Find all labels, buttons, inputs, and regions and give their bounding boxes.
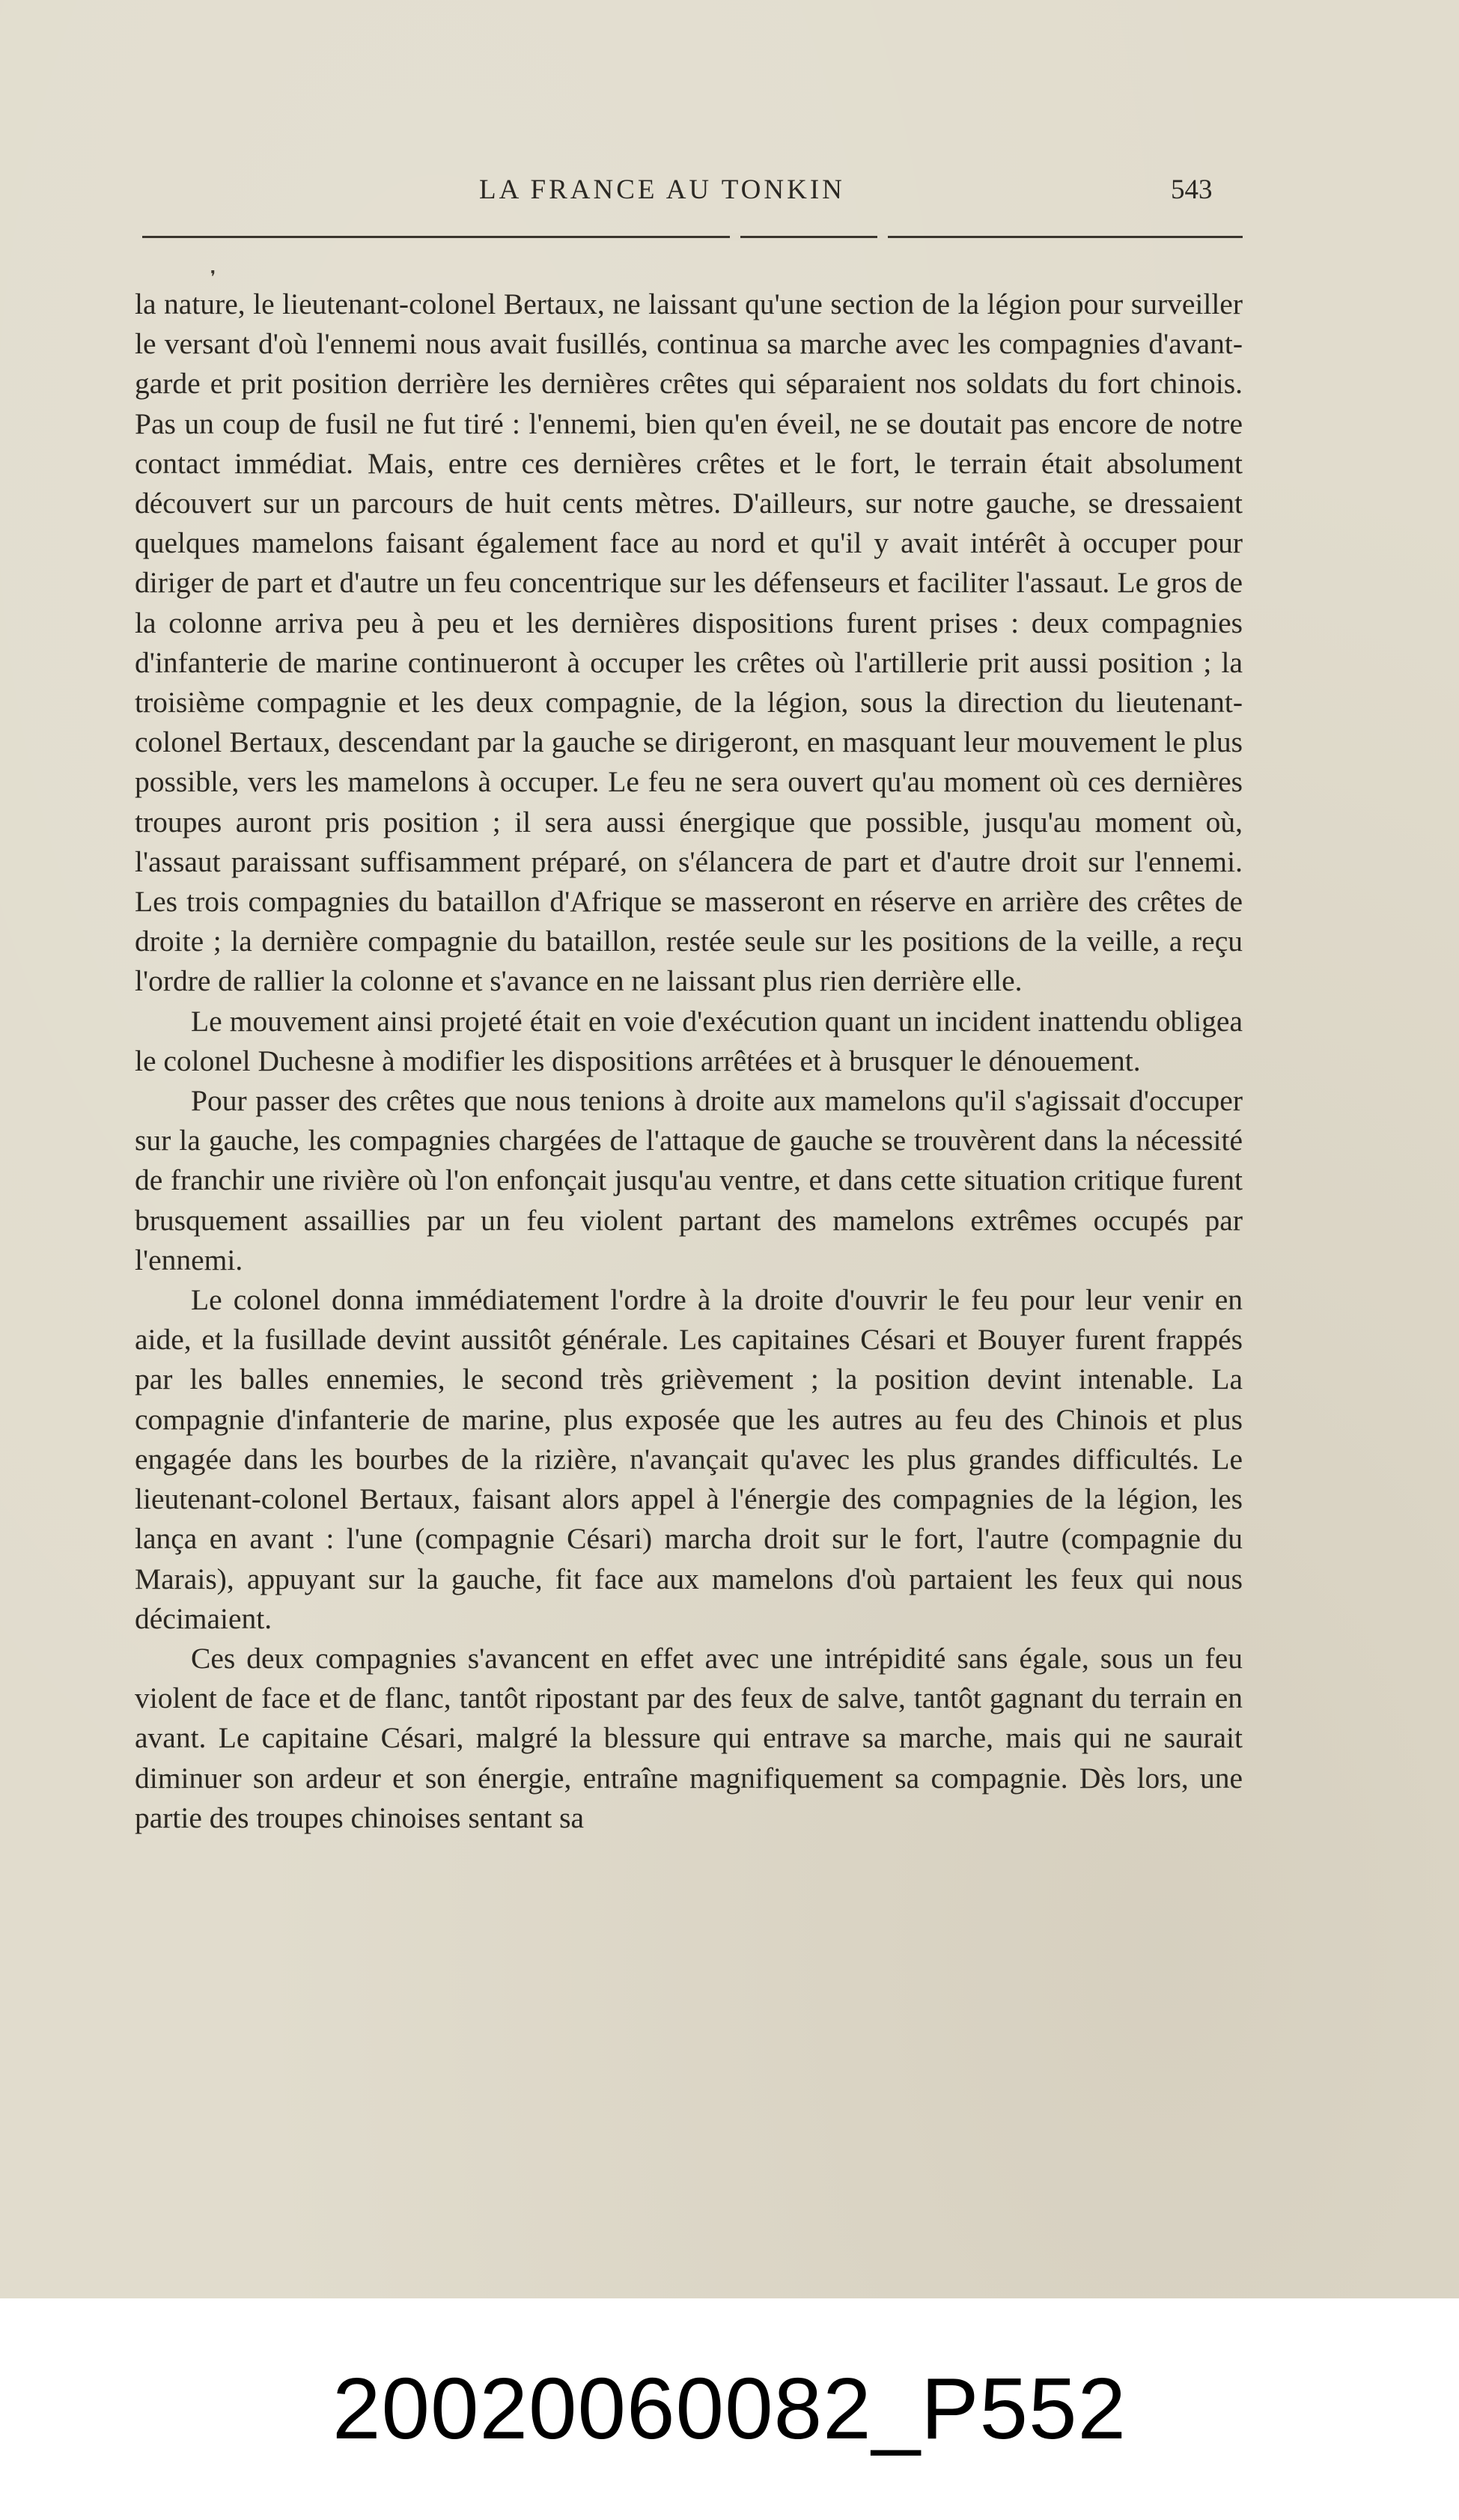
- header-rule: [142, 236, 1243, 238]
- page-number: 543: [1171, 174, 1213, 205]
- paragraph: la nature, le lieutenant-colonel Bertaux, ne laissant qu'une section de la légion pour surveiller le versant d'où l'ennemi nous avait fusillés, continua sa marche avec les compagnies d'avant-garde et prit position derrière les dernières crêtes qui séparaient nos soldats du fort chinois. Pas un coup de fusil ne fut tiré : l'ennemi, bien qu'en éveil, ne se doutait pas encore de notre contact immédiat. Mais, entre ces dernières crêtes et le fort, le terrain était absolument découvert sur un parcours de huit cents mètres. D'ailleurs, sur notre gauche, se dressaient quelques mamelons faisant également face au nord et qu'il y avait intérêt à occuper pour diriger de part et d'autre un feu concentrique sur les défenseurs et faciliter l'assaut. Le gros de la colonne arriva peu à peu et les dernières dispositions furent prises : deux compagnies d'infanterie de marine continueront à occuper les crêtes où l'artillerie prit aussi position ; la troisième compagnie et les deux compagnie, de la légion, sous la direction du lieutenant-colonel Bertaux, descendant par la gauche se dirigeront, en masquant leur mouvement le plus possible, vers les mamelons à occuper. Le feu ne sera ouvert qu'au moment où ces dernières troupes auront pris position ; il sera aussi énergique que possible, jusqu'au moment où, l'assaut paraissant suffisamment préparé, on s'élancera de part et d'autre droit sur l'ennemi. Les trois compagnies du bataillon d'Afrique se masseront en réserve en arrière des crêtes de droite ; la dernière compagnie du bataillon, restée seule sur les positions de la veille, a reçu l'ordre de rallier la colonne et s'avance en ne laissant plus rien derrière elle.: [135, 287, 1243, 998]
- running-title: LA FRANCE AU TONKIN: [479, 174, 845, 205]
- page-header: [0, 174, 1459, 219]
- paragraph: Le mouvement ainsi projeté était en voie d'exécution quant un incident inattendu obligea le colonel Duchesne à modifier les dispositions arrêtées et à brusquer le dénouement.: [135, 1004, 1243, 1077]
- rule-break: [730, 233, 740, 240]
- body-text: [135, 284, 1243, 1838]
- paragraph: Pour passer des crêtes que nous tenions à droite aux mamelons qu'il s'agissait d'occuper sur la gauche, les compagnies chargées de l'attaque de gauche se trouvèrent dans la nécessité de franchir une rivière où l'on enfonçait jusqu'au ventre, et dans cette situation critique furent brusquement assaillies par un feu violent partant des mamelons extrêmes occupés par l'ennemi.: [135, 1084, 1243, 1276]
- paragraph: Le colonel donna immédiatement l'ordre à la droite d'ouvrir le feu pour leur venir en aide, et la fusillade devint aussitôt générale. Les capitaines Césari et Bouyer furent frappés par les balles ennemies, le second très grièvement ; la position devint intenable. La compagnie d'infanterie de marine, plus exposée que les autres au feu des Chinois et plus engagée dans les bourbes de la rizière, n'avançait qu'avec les plus grandes difficultés. Le lieutenant-colonel Bertaux, faisant alors appel à l'énergie des compagnies de la légion, les lança en avant : l'une (compagnie Césari) marcha droit sur le fort, l'autre (compagnie du Marais), appuyant sur la gauche, fit face aux mamelons d'où partaient les feux qui nous décimaient.: [135, 1283, 1243, 1635]
- paragraph: Ces deux compagnies s'avancent en effet avec une intrépidité sans égale, sous un feu violent de face et de flanc, tantôt ripostant par des feux de salve, tantôt gagnant du terrain en avant. Le capitaine Césari, malgré la blessure qui entrave sa marche, mais qui ne saurait diminuer son ardeur et son énergie, entraîne magnifiquement sa compagnie. Dès lors, une partie des troupes chinoises sentant sa: [135, 1641, 1243, 1834]
- archive-id-label: 20020060082_P552: [332, 2360, 1127, 2457]
- print-speck: ❜: [210, 267, 216, 286]
- rule-break: [877, 233, 888, 240]
